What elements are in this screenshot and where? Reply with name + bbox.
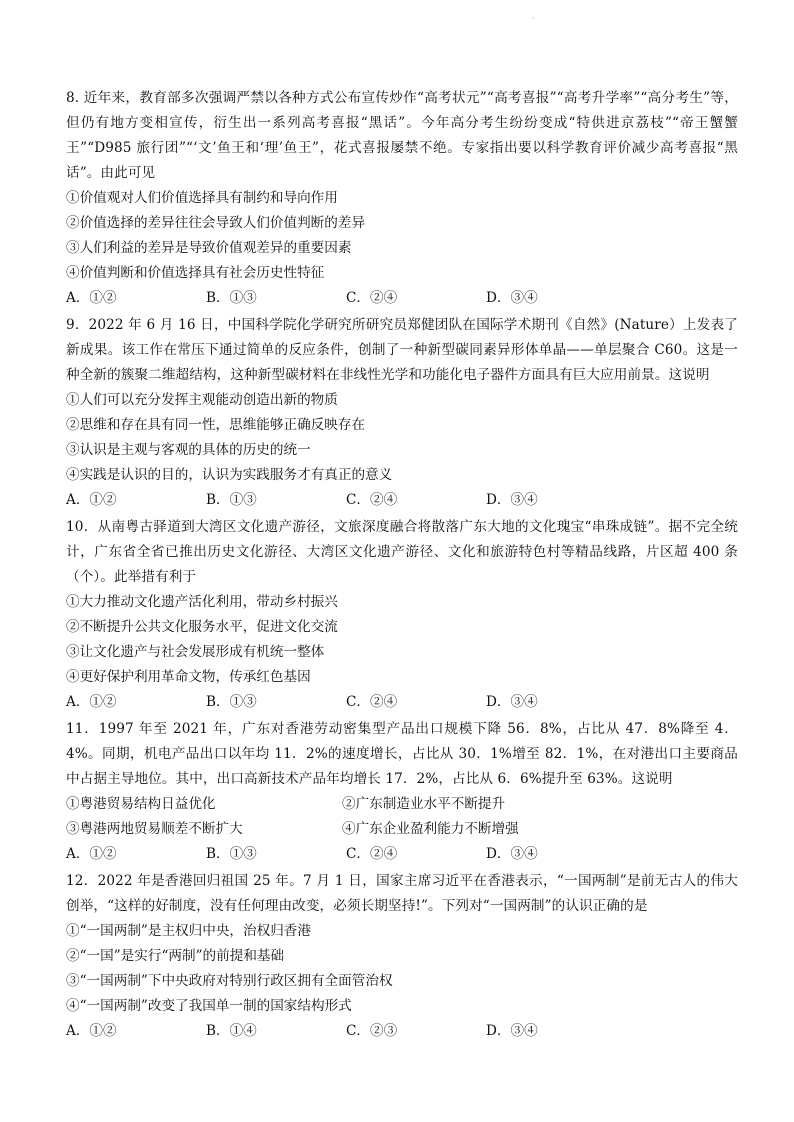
exam-page	[66, 86, 738, 1046]
answer-option-b: B．①③	[206, 694, 257, 710]
answer-option-a: A．①②	[66, 694, 117, 710]
question-10	[66, 515, 738, 715]
answer-choices	[66, 286, 738, 311]
answer-option-c: C．②④	[346, 694, 398, 710]
answer-option-c: C．②④	[346, 290, 398, 306]
header-mark: ·	[532, 14, 535, 23]
answer-option-a: A．①②	[66, 846, 117, 862]
answer-option-c: C．②④	[346, 492, 398, 508]
answer-option-d: D．③④	[486, 492, 538, 508]
answer-option-b: B．①③	[206, 846, 257, 862]
question-stem: 8. 近年来，教育部多次强调严禁以各种方式公布宣传炒作“高考状元”“高考喜报”“高考升学率”“高分考生”等，但仍有地方变相宣传，衍生出一系列高考喜报“黑话”。今年高分考生纷纷变成“特供进京荔枝”“帝王蟹蟹王”“D985 旅行团”“‘文’鱼王和‘理’鱼王”，花式喜报屡禁不绝。专家指出要以科学教育评价减少高考喜报“黑话”。由此可见	[66, 90, 738, 181]
answer-option-a: A．①②	[66, 1023, 117, 1039]
statement: ①人们可以充分发挥主观能动创造出新的物质	[66, 392, 338, 408]
question-9	[66, 313, 738, 513]
question-11	[66, 717, 738, 867]
answer-option-b: B．①③	[206, 492, 257, 508]
answer-choices	[66, 690, 738, 715]
question-8	[66, 86, 738, 311]
answer-option-d: D．③④	[486, 846, 538, 862]
answer-choices	[66, 488, 738, 513]
question-stem: 10．从南粤古驿道到大湾区文化遗产游径，文旅深度融合将散落广东大地的文化瑰宝“串珠成链”。据不完全统计，广东省全省已推出历史文化游径、大湾区文化遗产游径、文化和旅游特色村等精品线路，片区超 400 条（个）。此举措有利于	[66, 519, 738, 585]
answer-option-c: C．②③	[346, 1023, 398, 1039]
statement: ③“一国两制”下中央政府对特别行政区拥有全面管治权	[66, 973, 393, 989]
answer-choices	[66, 842, 738, 867]
statement: ①大力推动文化遗产活化利用，带动乡村振兴	[66, 594, 338, 610]
answer-option-c: C．②④	[346, 846, 398, 862]
statement: ②“一国”是实行“两制”的前提和基础	[66, 948, 285, 964]
statement: ③让文化遗产与社会发展形成有机统一整体	[66, 644, 325, 660]
statement: ④广东企业盈利能力不断增强	[342, 821, 519, 837]
question-stem: 11．1997 年至 2021 年，广东对香港劳动密集型产品出口规模下降 56．8%，占比从 47．8%降至 4．4%。同期，机电产品出口以年均 11．2%的速度增长，占比从 30．1%增至 82．1%，在对港出口主要商品中占据主导地位。其中，出口高新技术产品年均增长 17．2%，占比从 6．6%提升至 63%。这说明	[66, 721, 738, 787]
statement: ①“一国两制”是主权归中央，治权归香港	[66, 923, 311, 939]
statement-row	[66, 817, 738, 842]
answer-option-b: B．①④	[206, 1023, 257, 1039]
question-stem: 12．2022 年是香港回归祖国 25 年。7 月 1 日，国家主席习近平在香港表示，“一国两制”是前无古人的伟大创举，“这样的好制度，没有任何理由改变，必须长期坚持!”。下列对“一国两制”的认识正确的是	[66, 873, 738, 914]
statement: ③粤港两地贸易顺差不断扩大	[66, 821, 243, 837]
answer-option-a: A．①②	[66, 290, 117, 306]
answer-option-d: D．③④	[486, 694, 538, 710]
answer-choices	[66, 1019, 738, 1044]
statement: ④“一国两制”改变了我国单一制的国家结构形式	[66, 998, 352, 1014]
statement: ④价值判断和价值选择具有社会历史性特征	[66, 265, 325, 281]
question-stem: 9．2022 年 6 月 16 日，中国科学院化学研究所研究员郑健团队在国际学术期刊《自然》(Nature）上发表了新成果。该工作在常压下通过简单的反应条件，创制了一种新型碳同素异形体单晶——单层聚合 C60。这是一种全新的簇聚二维超结构，这种新型碳材料在非线性光学和功能化电子器件方面具有巨大应用前景。这说明	[66, 317, 738, 383]
statement: ④更好保护利用革命文物，传承红色基因	[66, 669, 311, 685]
answer-option-a: A．①②	[66, 492, 117, 508]
statement: ③认识是主观与客观的具体的历史的统一	[66, 442, 311, 458]
statement-row	[66, 792, 738, 817]
statement: ②不断提升公共文化服务水平，促进文化交流	[66, 619, 338, 635]
answer-option-b: B．①③	[206, 290, 257, 306]
statement: ④实践是认识的目的，认识为实践服务才有真正的意义	[66, 467, 393, 483]
answer-option-d: D．③④	[486, 1023, 538, 1039]
question-12	[66, 869, 738, 1044]
statement: ③人们利益的差异是导致价值观差异的重要因素	[66, 240, 352, 256]
answer-option-d: D．③④	[486, 290, 538, 306]
statement: ②思维和存在具有同一性，思维能够正确反映存在	[66, 417, 366, 433]
statement: ②价值选择的差异往往会导致人们价值判断的差异	[66, 215, 366, 231]
statement: ①价值观对人们价值选择具有制约和导向作用	[66, 190, 338, 206]
statement: ①粤港贸易结构日益优化	[66, 796, 216, 812]
statement: ②广东制造业水平不断提升	[342, 796, 506, 812]
